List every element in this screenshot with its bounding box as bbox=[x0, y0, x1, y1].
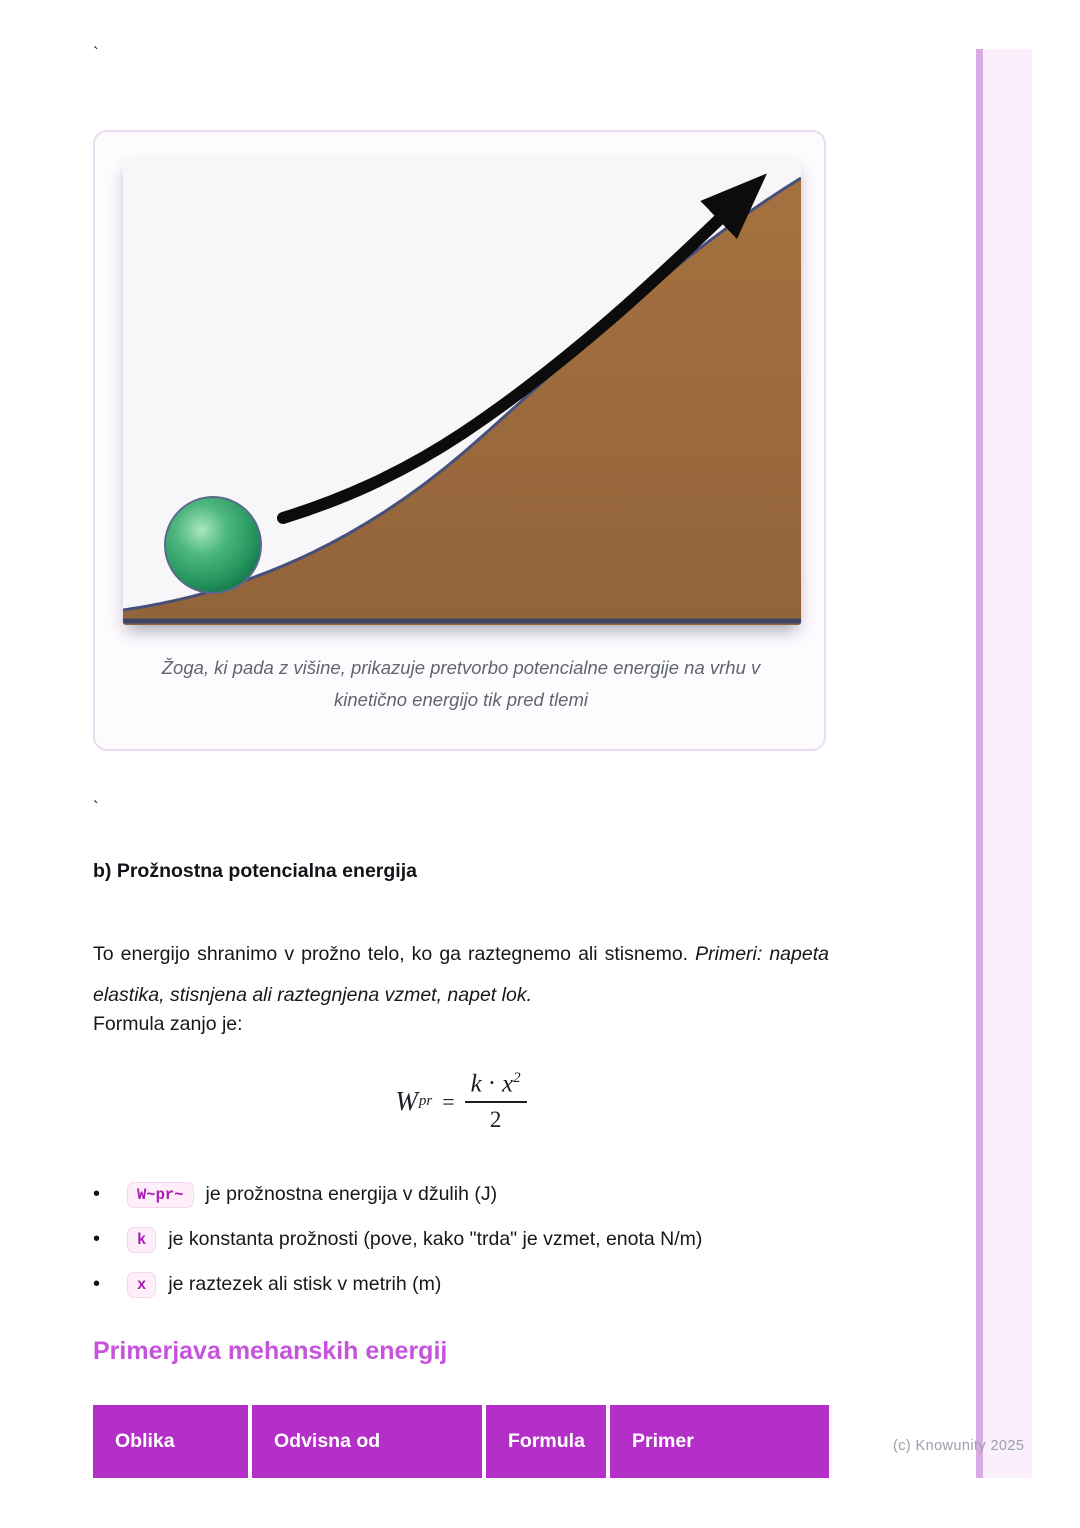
figure-caption: Žoga, ki pada z višine, prikazuje pretvorbo potencialne energije na vrhu v kinetično energijo tik pred tlemi bbox=[161, 657, 761, 710]
formula-dot: · bbox=[487, 1070, 497, 1098]
bullet-text: je raztezek ali stisk v metrih (m) bbox=[168, 1273, 442, 1295]
green-ball bbox=[165, 497, 261, 593]
bullet-dot-icon: • bbox=[93, 1228, 101, 1250]
formula-k: k bbox=[470, 1070, 482, 1098]
formula-subscript-pr: pr bbox=[418, 1093, 433, 1110]
list-item bbox=[93, 1262, 829, 1307]
variable-definition-list bbox=[93, 1172, 829, 1307]
formula-x: x bbox=[502, 1070, 514, 1098]
ball-hill-arrow-graphic bbox=[123, 158, 801, 625]
formula-fraction bbox=[465, 1070, 527, 1133]
formula-symbol-W: W bbox=[395, 1086, 418, 1117]
paragraph-italic-text: Primeri: napeta elastika, stisnjena ali raztegnjena vzmet, napet lok. bbox=[93, 942, 829, 1006]
code-token-x: x bbox=[127, 1272, 156, 1298]
table-header-oblika: Oblika bbox=[93, 1405, 248, 1478]
bullet-dot-icon: • bbox=[93, 1183, 101, 1205]
formula-numerator bbox=[465, 1070, 527, 1101]
copyright-watermark: (c) Knowunity 2025 bbox=[893, 1438, 1025, 1454]
elastic-energy-formula bbox=[93, 1070, 829, 1133]
subsection-heading-b: b) Prožnostna potencialna energija bbox=[93, 860, 417, 882]
table-header-odvisna-od: Odvisna od bbox=[252, 1405, 482, 1478]
formula-denominator: 2 bbox=[489, 1107, 502, 1133]
stray-backtick-mid: ` bbox=[93, 798, 99, 817]
figure-card bbox=[93, 130, 826, 751]
decorative-sidebar-strip bbox=[976, 49, 1032, 1478]
comparison-section-heading: Primerjava mehanskih energij bbox=[93, 1337, 448, 1365]
list-item bbox=[93, 1217, 829, 1262]
paragraph-normal-text: To energijo shranimo v prožno telo, ko ga raztegnemo ali stisnemo. bbox=[93, 942, 689, 965]
formula-intro-text: Formula zanjo je: bbox=[93, 1013, 243, 1035]
bullet-text: je prožnostna energija v džulih (J) bbox=[205, 1183, 498, 1205]
formula-exponent: 2 bbox=[513, 1070, 521, 1086]
list-item bbox=[93, 1172, 829, 1217]
table-header-formula: Formula bbox=[486, 1405, 606, 1478]
formula-equals-sign: = bbox=[442, 1088, 455, 1114]
code-token-k: k bbox=[127, 1227, 156, 1253]
stray-backtick-top: ` bbox=[93, 44, 99, 63]
bullet-text: je konstanta prožnosti (pove, kako "trda" je vzmet, enota N/m) bbox=[168, 1228, 703, 1250]
table-header-primer: Primer bbox=[610, 1405, 829, 1478]
bullet-dot-icon: • bbox=[93, 1273, 101, 1295]
body-paragraph bbox=[93, 934, 829, 1016]
comparison-table-header-row bbox=[93, 1405, 829, 1478]
figure-illustration bbox=[123, 158, 801, 625]
code-token-wpr: W~pr~ bbox=[127, 1182, 194, 1208]
